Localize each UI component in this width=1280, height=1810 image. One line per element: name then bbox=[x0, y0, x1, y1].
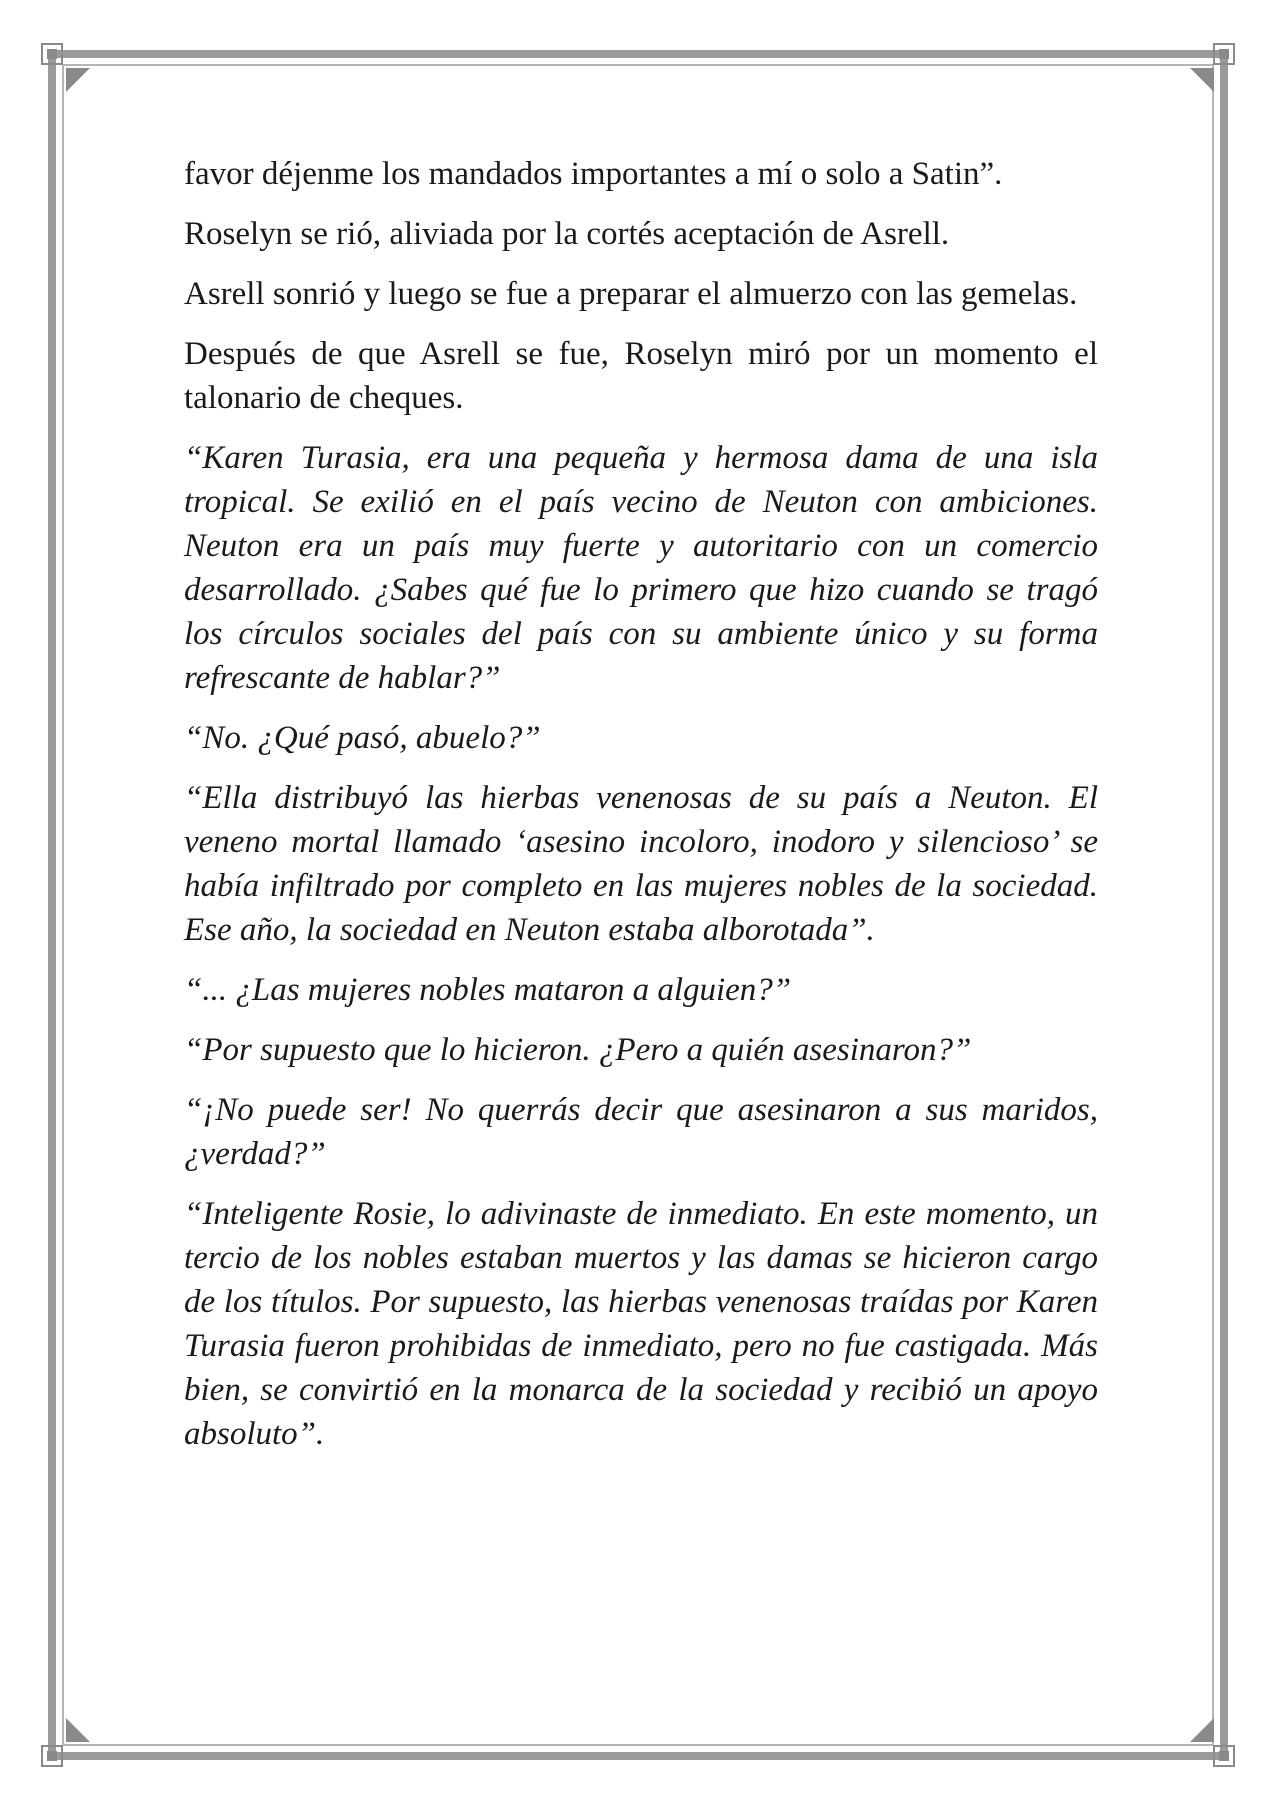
corner-triangle-top-left-icon bbox=[66, 68, 90, 92]
page-text-body bbox=[184, 152, 1098, 1456]
paragraph-3: Asrell sonrió y luego se fue a preparar el almuerzo con las gemelas. bbox=[184, 276, 1078, 312]
paragraph-9-dialogue: “Por supuesto que lo hicieron. ¿Pero a quién asesinaron?” bbox=[184, 1032, 972, 1068]
paragraph-2: Roselyn se rió, aliviada por la cortés aceptación de Asrell. bbox=[184, 216, 950, 252]
corner-knot-top-left-icon bbox=[41, 43, 63, 65]
corner-knot-bottom-right-icon bbox=[1213, 1745, 1235, 1767]
paragraph-10-dialogue: “¡No puede ser! No querrás decir que asesinaron a sus maridos, ¿verdad?” bbox=[184, 1092, 1098, 1172]
corner-triangle-top-right-icon bbox=[1190, 68, 1214, 92]
corner-triangle-bottom-right-icon bbox=[1190, 1718, 1214, 1742]
paragraph-7-dialogue: “Ella distribuyó las hierbas venenosas de su país a Neuton. El veneno mortal llamado ‘asesino incoloro, inodoro y silencioso’ se había infiltrado por completo en las mujeres nobles de la sociedad. Ese año, la sociedad en Neuton estaba alborotada”. bbox=[184, 780, 1098, 948]
paragraph-11-dialogue: “Inteligente Rosie, lo adivinaste de inmediato. En este momento, un tercio de los nobles estaban muertos y las damas se hicieron cargo de los títulos. Por supuesto, las hierbas venenosas traídas por Karen Turasia fueron prohibidas de inmediato, pero no fue castigada. Más bien, se convirtió en la monarca de la sociedad y recibió un apoyo absoluto”. bbox=[184, 1196, 1098, 1452]
paragraph-6-dialogue: “No. ¿Qué pasó, abuelo?” bbox=[184, 720, 541, 756]
paragraph-1: favor déjenme los mandados importantes a mí o solo a Satin”. bbox=[184, 156, 1003, 192]
paragraph-8-dialogue: “... ¿Las mujeres nobles mataron a alguien?” bbox=[184, 972, 792, 1008]
paragraph-5-dialogue: “Karen Turasia, era una pequeña y hermosa dama de una isla tropical. Se exilió en el país vecino de Neuton con ambiciones. Neuton era un país muy fuerte y autoritario con un comercio desarrollado. ¿Sabes qué fue lo primero que hizo cuando se tragó los círculos sociales del país con su ambiente único y su forma refrescante de hablar?” bbox=[184, 440, 1098, 696]
corner-knot-top-right-icon bbox=[1213, 43, 1235, 65]
corner-triangle-bottom-left-icon bbox=[66, 1718, 90, 1742]
paragraph-4: Después de que Asrell se fue, Roselyn miró por un momento el talonario de cheques. bbox=[184, 336, 1098, 416]
corner-knot-bottom-left-icon bbox=[41, 1745, 63, 1767]
